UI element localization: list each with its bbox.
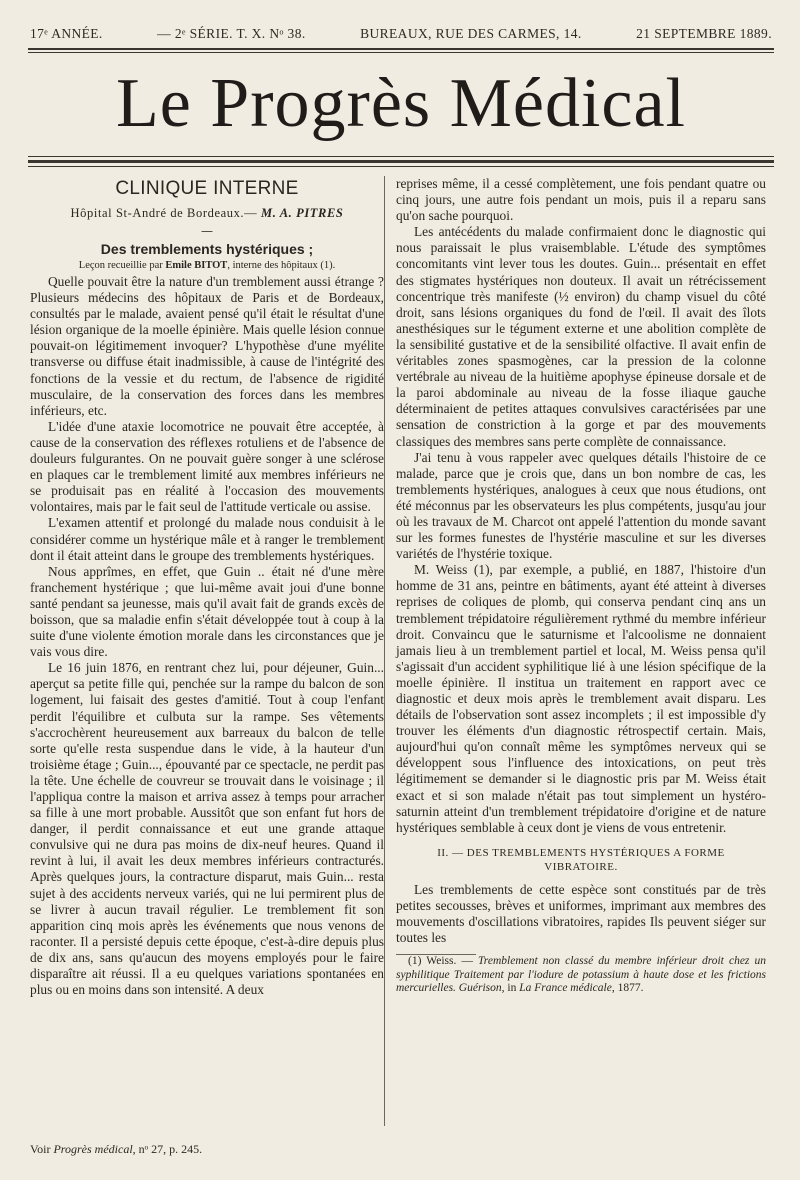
masthead-rule-thin	[28, 156, 774, 157]
right-column	[396, 176, 766, 996]
right-paragraph-1: reprises même, il a cessé complètement, une fois pendant quatre ou cinq jours, une autre fois pendant un mois, puis il a reparu sans qu'on sache pourquoi.	[396, 176, 766, 224]
masthead-rule-thin-2	[28, 166, 774, 167]
right-paragraph-3: J'ai tenu à vous rappeler avec quelques détails l'histoire de ce malade, parce que je crois que, dans un bon nombre de cas, les tremblements hystériques, analogues à ceux que nous étudions, ont été méconnus par les observateurs les plus compétents, jusqu'au jour où les travaux de M. Charcot ont appelé l'attention du monde savant sur les formes funestes de l'hystérie masculine et sur les diverses variétés de l'hystérie toxique.	[396, 449, 766, 562]
issue-date: 21 SEPTEMBRE 1889.	[636, 26, 772, 41]
issue-series: — 2ᵉ SÉRIE. T. X. Nᵒ 38.	[157, 26, 306, 41]
footnote-journal: La France médicale	[519, 982, 612, 995]
column-divider	[384, 176, 385, 1126]
bottom-reference-prefix: Voir	[30, 1142, 51, 1156]
left-paragraph-3: L'examen attentif et prolongé du malade nous conduisit à le considérer comme un hystérique mâle et à ranger le tremblement dont il était atteint dans le groupe des tremblements hystériques.	[30, 515, 384, 563]
lecon-prefix: Leçon recueillie par	[78, 260, 163, 271]
lecon-credit	[30, 260, 384, 271]
author-name: M. A. PITRES	[261, 206, 344, 220]
section-title: CLINIQUE INTERNE	[115, 178, 299, 199]
footnote-in: in	[507, 982, 517, 995]
left-column	[30, 176, 384, 998]
section-byline	[30, 206, 384, 221]
section-dash: —	[201, 224, 213, 238]
header-rule-top	[28, 48, 774, 50]
right-paragraph-2: Les antécédents du malade confirmaient donc le diagnostic qui nous paraissait le plus vraisemblable. L'étude des symptômes concomitants vint lever tous les doutes. Guin... présentait en effet des stigmates hystériques non douteux. Il avait un rétrécissement concentrique très manifeste (½ environ) du champ visuel du côté droit, sans lésions organiques du fond de l'œil. Il avait des îlots anesthésiques sur le tégument externe et une abolition complète de la sensibilité gustative et de la sensibilité olfactive. Il avait enfin de véritables zones spasmogènes, car la pression de la colonne vertébrale au niveau de la huitième apophyse épineuse dorsale et de la paroi abdominale au niveau de la fosse iliaque gauche déterminaient de petites attaques convulsives caractérisées par une sensation de constriction à la gorge et par des mouvements classiques des membres sans perte complète de connaissance.	[396, 224, 766, 449]
header-rule-top-thin	[28, 52, 774, 53]
lecon-name: Emile BITOT	[165, 260, 228, 271]
masthead-title: Le Progrès Médical	[115, 65, 687, 142]
left-paragraph-1: Quelle pouvait être la nature d'un tremblement aussi étrange ? Plusieurs médecins des hôpitaux de Paris et de Bordeaux, consultés par le malade, avaient pensé qu'il était le résultat d'une lésion organique de la moelle épinière. Mais quelle lésion connue pouvait-on légitimement invoquer? L'hypothèse d'une myélite transverse ou diffuse était inadmissible, à cause de l'intégrité des fonctions de la vessie et du rectum, de l'absence de rigidité musculaire, de la conservation des forces dans les membres inférieurs, etc.	[30, 274, 384, 418]
issue-header	[30, 26, 772, 42]
left-paragraph-4: Nous apprîmes, en effet, que Guin .. était né d'une mère franchement hystérique ; que lui-même avait joui d'une bonne santé pendant sa jeunesse, mais qu'il avait fait de grands excès de boisson, que sa maladie enfin s'était développée tout à coup à la suite d'une violente émotion morale dans les circonstances que je vais vous dire.	[30, 563, 384, 660]
left-paragraph-5: Le 16 juin 1876, en rentrant chez lui, pour déjeuner, Guin... aperçut sa petite fille qui, penchée sur la rampe du balcon de son logement, lui faisait des gestes d'amitié. Tout à coup l'enfant perdit l'équilibre et culbuta sur la rampe. Ses vêtements s'accrochèrent heureusement aux barreaux du balcon de telle sorte qu'elle resta suspendue dans le vide, à la hauteur d'un troisième étage ; Guin..., épouvanté par ce spectacle, ne perdit pas la tête. Une échelle de couvreur se trouvait dans le voisinage ; il l'appliqua contre la maison et arriva assez à temps pour arracher sa fille à une mort probable. Aussitôt que son enfant fut hors de danger, il perdit connaissance et eut une grande attaque convulsive qui ne dura pas moins de dix-neuf heures. Quand il revint à lui, il avait les deux membres inférieurs contracturés. Après quelques jours, la contracture disparut, mais Guin... resta sujet à des accidents nerveux variés, qui ne lui permirent plus de se livrer à aucun travail régulier. Le tremblement fit son apparition cinq mois après les événements que nous venons de raconter. Il a persisté depuis cette époque, c'est-à-dire depuis plus de dix ans, sans qu'aucun des moyens employés pour le faire disparaître ait réussi. Il a eu quelques variations spontanées en plus ou en moins dans son intensité. A deux	[30, 660, 384, 998]
subsection-heading: II. — DES TREMBLEMENTS HYSTÉRIQUES A FORME VIBRATOIRE.	[437, 846, 725, 873]
footnote-title: Tremblement non classé du membre inférieur droit chez un syphilitique Traitement par l'iodure de potassium à haute dose et les frictions mercurielles. Guérison,	[396, 955, 766, 995]
left-paragraph-2: L'idée d'une ataxie locomotrice ne pouvait être acceptée, à cause de la conservation des réflexes rotuliens et de l'absence de douleurs fulgurantes. On ne pouvait guère songer à une sclérose en plaques car le tremblement limité aux membres inférieurs ne se produisait pas en réalité à l'occasion des mouvements volontaires, mais par le fait seul de l'attitude verticale ou assise.	[30, 418, 384, 515]
bottom-reference-title: Progrès médical	[53, 1142, 133, 1156]
masthead-rule-thick	[28, 160, 774, 163]
lecon-suffix: , interne des hôpitaux (1).	[227, 260, 336, 271]
article-title: Des tremblements hystériques ;	[100, 241, 314, 257]
issue-offices: BUREAUX, RUE DES CARMES, 14.	[360, 26, 582, 41]
issue-year: 17ᵉ ANNÉE.	[30, 26, 103, 41]
bottom-reference-ref: , nᵒ 27, p. 245.	[132, 1142, 203, 1156]
footnote	[396, 955, 766, 996]
subsection-paragraph: Les tremblements de cette espèce sont constitués par de très petites secousses, brèves et uniformes, imprimant aux membres des mouvements d'oscillations vibratoires, rapides Ils peuvent siéger sur toutes les	[396, 881, 766, 946]
footnote-prefix: (1) Weiss. —	[408, 955, 473, 968]
right-paragraph-4: M. Weiss (1), par exemple, a publié, en 1887, l'histoire d'un homme de 31 ans, peintre en bâtiments, ayant été atteint à diverses reprises de coliques de plomb, qui conserva pendant cinq ans un tremblement trépidatoire régulièrement rythmé du membre inférieur droit. Convaincu que le saturnisme et l'alcoolisme ne donnaient jamais lieu à un tremblement partiel et local, M. Weiss pensa qu'il s'agissait d'un accident syphilitique lié à une lésion spécifique de la moelle épinière. Il institua un traitement en rapport avec ce diagnostic et deux mois après le tremblement avait disparu. Les détails de l'observation sont assez incomplets ; il est impossible d'y trouver les éléments d'un diagnostic rétrospectif certain. Mais, aujourd'hui qu'on connaît même les symptômes nerveux qui se développent sous l'influence des intoxications, on peut très légitimement se demander si le diagnostic pris par M. Weiss était exact et si son malade n'était pas tout simplement un hystéro-saturnin atteint d'un tremblement trépidatoire d'origine et de nature hystériques semblable à ceux dont je viens de vous entretenir.	[396, 562, 766, 835]
bottom-reference	[30, 1142, 384, 1157]
hospital-name: Hôpital St-André de Bordeaux.—	[70, 206, 258, 220]
footnote-year: , 1877.	[611, 982, 644, 995]
